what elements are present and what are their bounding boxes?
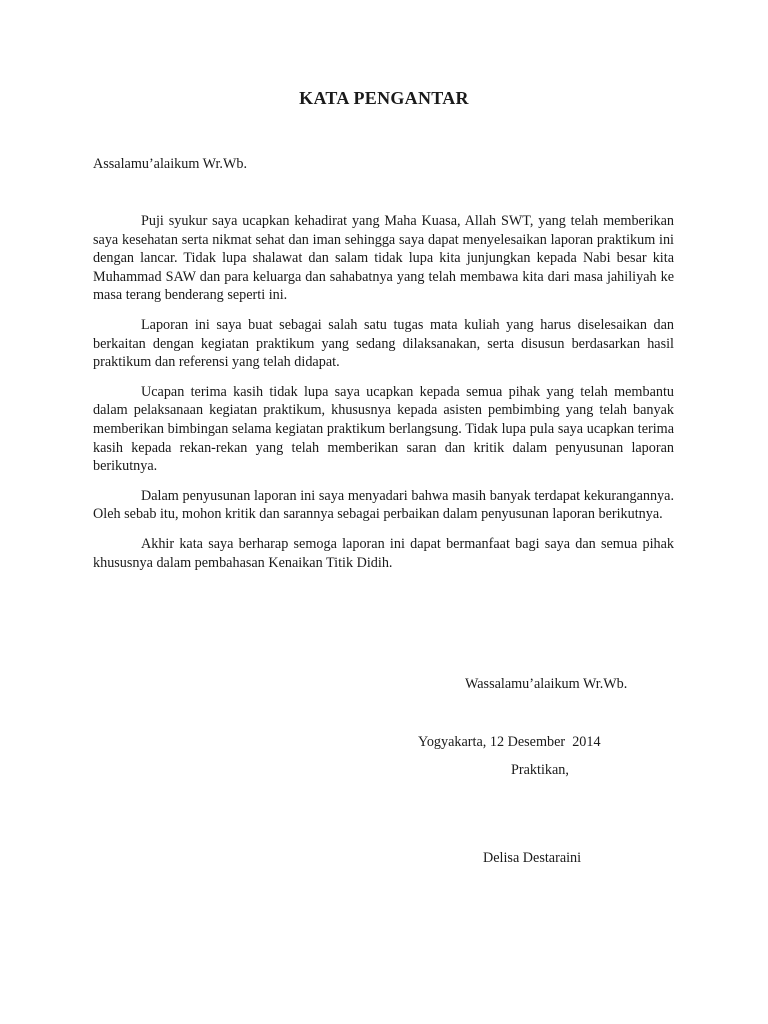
document-body (93, 212, 674, 583)
paragraph-gratitude: Puji syukur saya ucapkan kehadirat yang Maha Kuasa, Allah SWT, yang telah memberikan saya kesehatan serta nikmat sehat dan iman sehingga saya dapat menyelesaikan laporan praktikum ini dengan lancar. Tidak lupa shalawat dan salam tidak lupa kita junjungkan kepada Nabi besar kita Muhammad SAW dan para keluarga dan sahabatnya yang telah membawa kita dari masa jahiliyah ke masa terang benderang seperti ini. (93, 213, 674, 304)
paragraph-shortcomings: Dalam penyusunan laporan ini saya menyadari bahwa masih banyak terdapat kekurangannya. Oleh sebab itu, mohon kritik dan sarannya sebagai perbaikan dalam penyusunan laporan berikutnya. (93, 487, 674, 523)
document-title: KATA PENGANTAR (299, 88, 469, 108)
signer-name: Delisa Destaraini (483, 850, 582, 866)
closing-greeting: Wassalamu’alaikum Wr.Wb. (465, 676, 628, 692)
paragraph-purpose: Laporan ini saya buat sebagai salah satu tugas mata kuliah yang harus diselesaikan dan berkaitan dengan kegiatan praktikum yang sedang dilaksanakan, serta disusun berdasarkan hasil praktikum dan referensi yang telah didapat. (93, 316, 674, 371)
opening-greeting: Assalamu’alaikum Wr.Wb. (93, 156, 248, 172)
signer-role: Praktikan, (511, 762, 569, 778)
place-and-date: Yogyakarta, 12 Desember 2014 (418, 734, 601, 750)
paragraph-thanks: Ucapan terima kasih tidak lupa saya ucapkan kepada semua pihak yang telah membantu dalam pelaksanaan kegiatan praktikum, khususnya kepada asisten pembimbing yang telah banyak memberikan bimbingan selama kegiatan praktikum berlangsung. Tidak lupa pula saya ucapkan terima kasih kepada rekan-rekan yang telah memberikan saran dan kritik dalam penyusunan laporan berikutnya. (93, 383, 674, 475)
paragraph-final: Akhir kata saya berharap semoga laporan ini dapat bermanfaat bagi saya dan semua pihak khususnya dalam pembahasan Kenaikan Titik Didih. (93, 535, 674, 571)
